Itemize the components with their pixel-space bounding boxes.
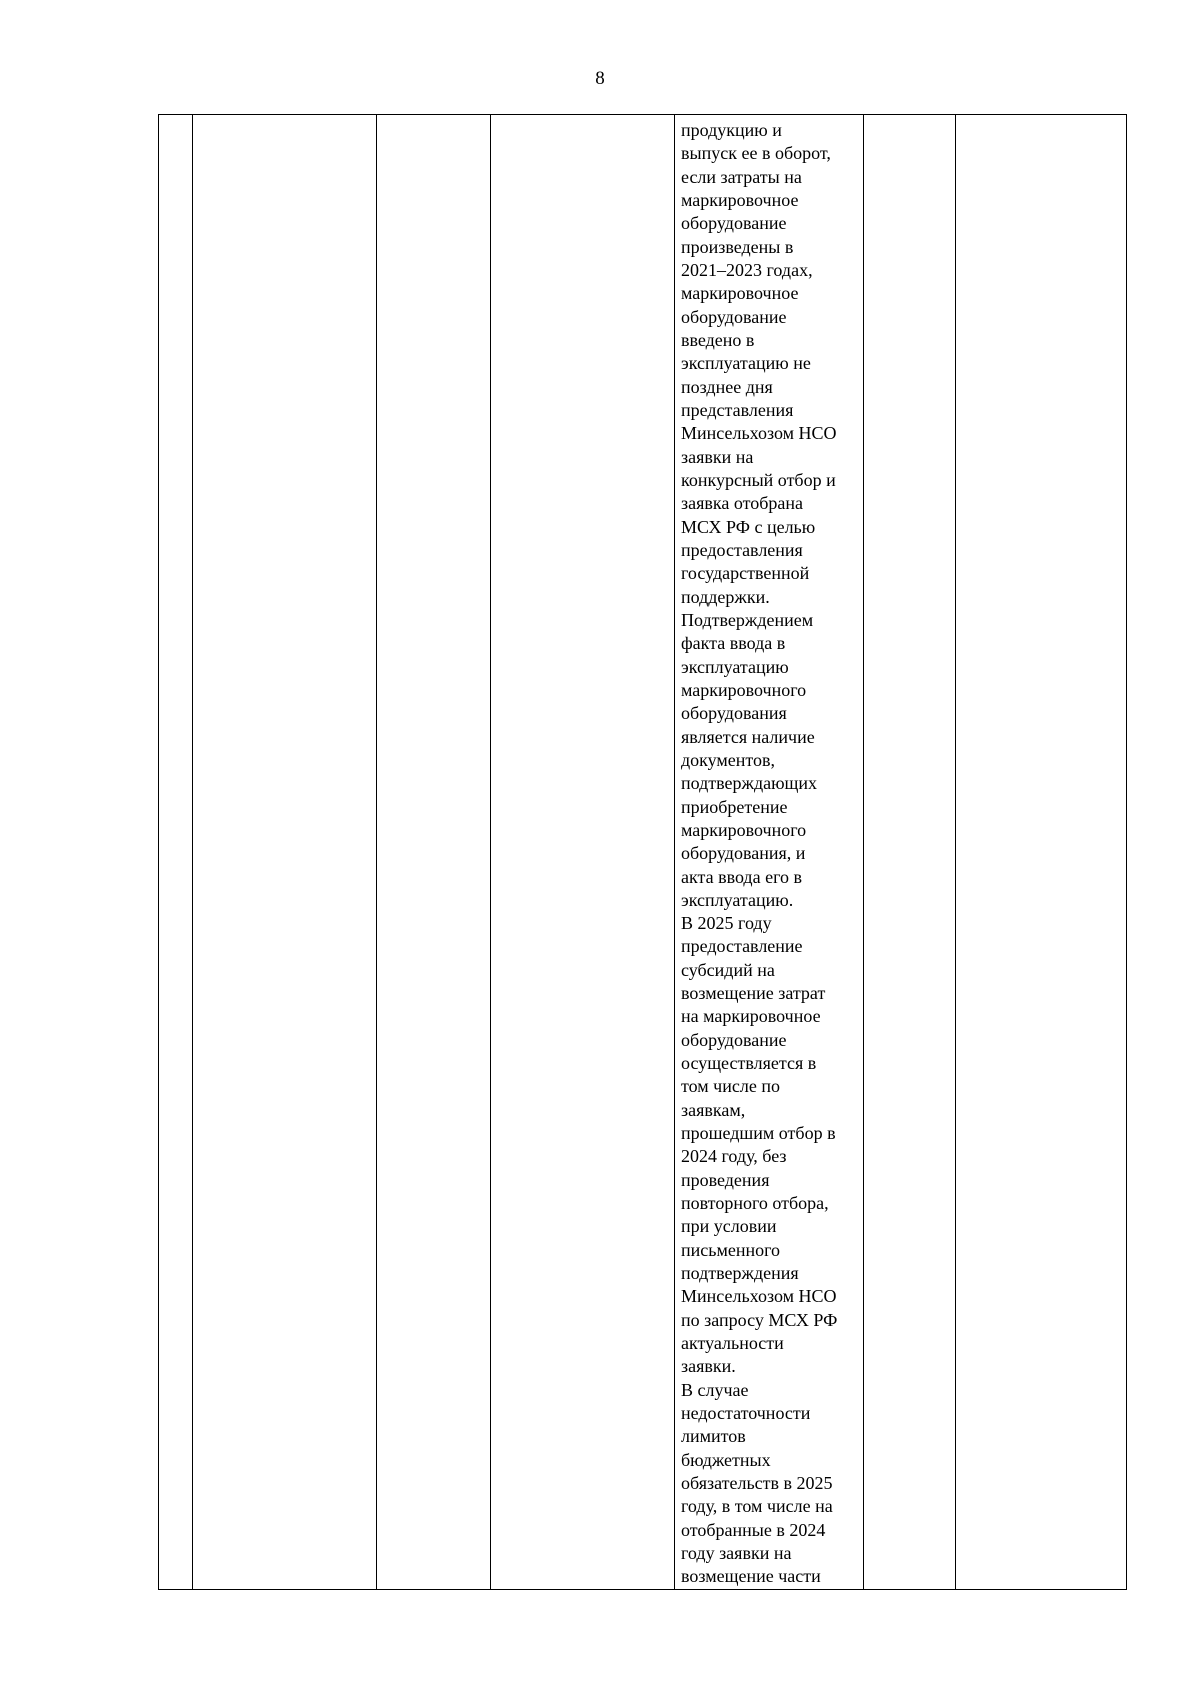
table-cell-col-4 xyxy=(491,115,675,1590)
table-row xyxy=(159,115,1127,1590)
table-cell-col-3 xyxy=(377,115,491,1590)
table-cell-col-6 xyxy=(864,115,956,1590)
table-cell-col-1 xyxy=(159,115,193,1590)
table-cell-col-7 xyxy=(956,115,1127,1590)
table-cell-conditions-text: продукцию и выпуск ее в оборот, если затраты на маркировочное оборудование произведены в 2021–2023 годах, маркировочное оборудование введено в эксплуатацию не позднее дня представления Минсельхозом НСО заявки на конкурсный отбор и заявка отобрана МСХ РФ с целью предоставления государственной поддержки. Подтверждением факта ввода в эксплуатацию маркировочного оборудования является наличие документов, подтверждающих приобретение маркировочного оборудования, и акта ввода его в эксплуатацию. В 2025 году предоставление субсидий на возмещение затрат на маркировочное оборудование осуществляется в том числе по заявкам, прошедшим отбор в 2024 году, без проведения повторного отбора, при условии письменного подтверждения Минсельхозом НСО по запросу МСХ РФ актуальности заявки. В случае недостаточности лимитов бюджетных обязательств в 2025 году, в том числе на отобранные в 2024 году заявки на возмещение части xyxy=(675,115,864,1590)
table-cell-col-2 xyxy=(193,115,377,1590)
page-number: 8 xyxy=(595,68,605,89)
continuation-table xyxy=(158,114,1127,1590)
